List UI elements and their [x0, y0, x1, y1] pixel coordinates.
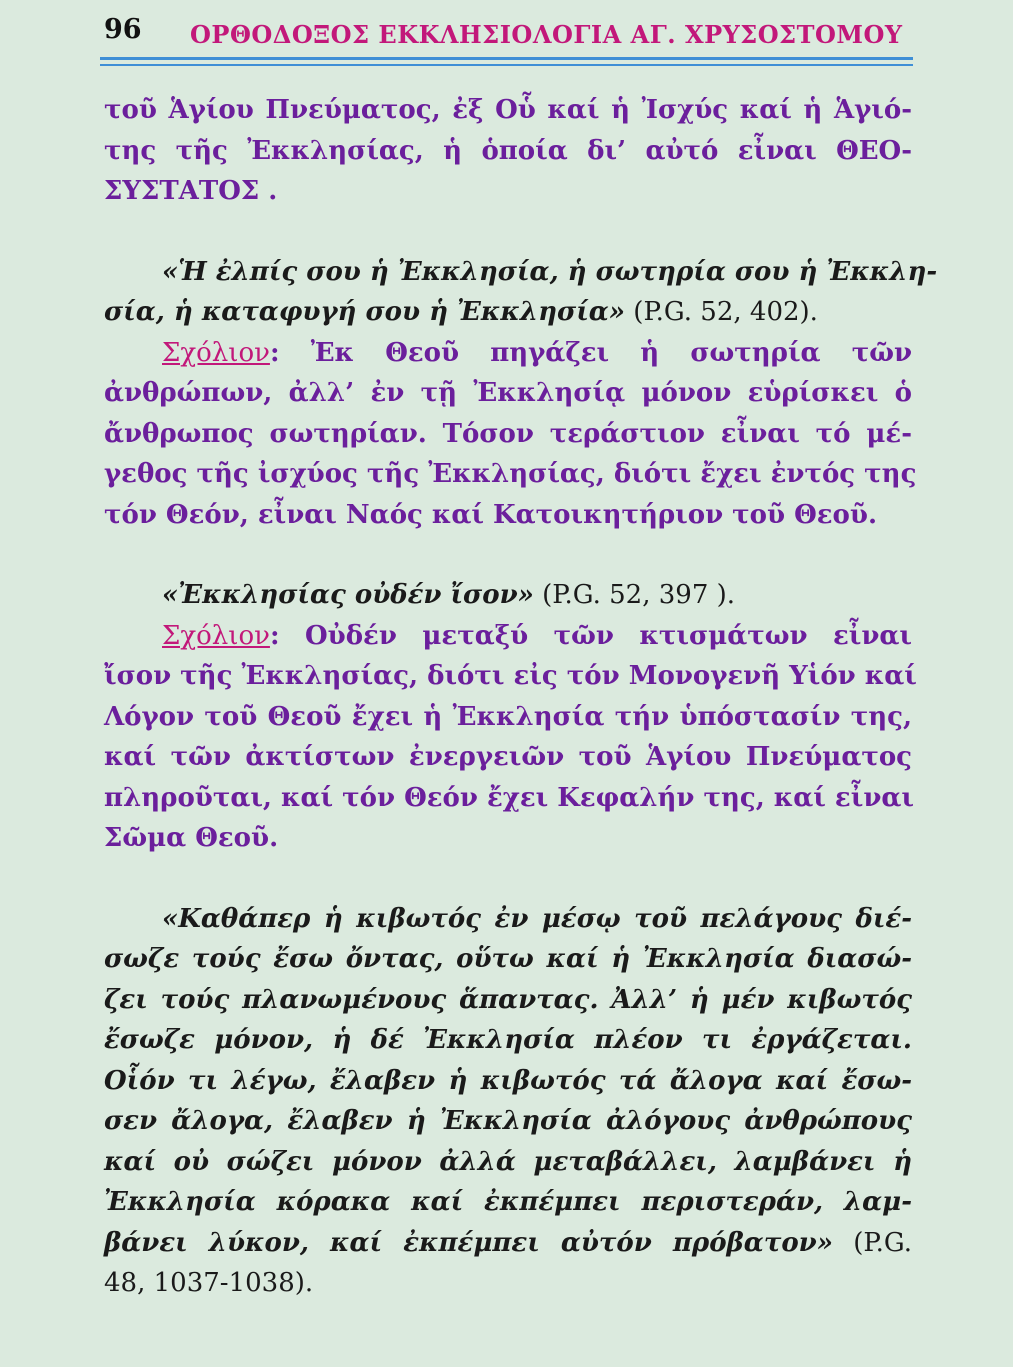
- header-rule-top: [100, 57, 913, 60]
- quote-line: «Καθάπερ ἡ κιβωτός ἐν μέσῳ τοῦ πελάγους διέ-: [162, 903, 912, 934]
- scholion-line: γεθος τῆς ἰσχύος τῆς Ἐκκλησίας, διότι ἔχει ἐντός της: [104, 459, 917, 489]
- patrologia-reference: (P.G. 52, 402).: [625, 297, 818, 327]
- quote-text: σία, ἡ καταφυγή σου ἡ Ἐκκλησία»: [104, 297, 626, 327]
- paragraph-gap: [104, 212, 912, 252]
- header-rule-bottom: [100, 64, 913, 66]
- patrologia-reference: (P.G. 52, 397 ).: [533, 580, 736, 610]
- patrologia-reference: 48, 1037-1038).: [104, 1268, 314, 1298]
- quote-line: [104, 1223, 912, 1264]
- quote-line: Οἷόν τι λέγω, ἔλαβεν ἡ κιβωτός τά ἄλογα καί ἔσω-: [104, 1065, 912, 1096]
- quote-line: καί οὐ σώζει μόνον ἀλλά μεταβάλλει, λαμβάνει ἡ: [104, 1146, 912, 1177]
- scholion-colon: :: [269, 337, 311, 368]
- scholion-label: Σχόλιον: [162, 620, 270, 651]
- scholion-line: Σῶμα Θεοῦ.: [104, 823, 279, 853]
- paragraph-gap: [104, 535, 912, 575]
- scholion-line: ἄνθρωπος σωτηρίαν. Τόσον τεράστιον εἶναι τό μέ-: [104, 418, 912, 449]
- page-number: 96: [104, 14, 142, 45]
- intro-line: της τῆς Ἐκκλησίας, ἡ ὁποία δι’ αὐτό εἶναι ΘΕΟ-: [104, 135, 912, 166]
- quote-line: σεν ἄλογα, ἔλαβεν ἡ Ἐκκλησία ἀλόγους ἀνθρώπους: [104, 1106, 912, 1136]
- quote-line: ζει τούς πλανωμένους ἅπαντας. Ἀλλ’ ἡ μέν κιβωτός: [104, 984, 912, 1015]
- quote-text: «Ἐκκλησίας οὐδέν ἴσον»: [162, 580, 534, 610]
- quote-line: σωζε τούς ἔσω ὄντας, οὕτω καί ἡ Ἐκκλησία διασώ-: [104, 944, 912, 974]
- page-header: [0, 0, 1013, 70]
- quote-line: Ἐκκλησία κόρακα καί ἐκπέμπει περιστεράν, λαμ-: [104, 1187, 912, 1217]
- scholion-colon: :: [269, 620, 306, 651]
- quote-line: ἔσωζε μόνον, ἡ δέ Ἐκκλησία πλέον τι ἐργάζεται.: [104, 1025, 912, 1055]
- quote-text: βάνει λύκον, καί ἐκπέμπει αὐτόν πρόβατον»: [104, 1227, 833, 1258]
- scholion-line: καί τῶν ἀκτίστων ἐνεργειῶν τοῦ Ἁγίου Πνεύματος: [104, 742, 912, 772]
- scholion-line: [104, 333, 912, 374]
- paragraph-gap: [104, 859, 912, 899]
- scholion-label: Σχόλιον: [162, 337, 270, 368]
- scholion-text: Ἐκ Θεοῦ πηγάζει ἡ σωτηρία τῶν: [310, 337, 912, 368]
- scholion-line: Λόγον τοῦ Θεοῦ ἔχει ἡ Ἐκκλησία τήν ὑπόστασίν της,: [104, 701, 912, 732]
- scholion-line: [104, 616, 912, 657]
- quote-line: [104, 575, 912, 616]
- scholion-line: τόν Θεόν, εἶναι Ναός καί Κατοικητήριον τοῦ Θεοῦ.: [104, 499, 877, 530]
- scholion-line: πληροῦται, καί τόν Θεόν ἔχει Κεφαλήν της, καί εἶναι: [104, 782, 914, 813]
- scholion-line: ἀνθρώπων, ἀλλ’ ἐν τῇ Ἐκκλησίᾳ μόνον εὑρίσκει ὁ: [104, 378, 912, 408]
- quote-line: «Ἡ ἐλπίς σου ἡ Ἐκκλησία, ἡ σωτηρία σου ἡ Ἐκκλη-: [162, 256, 938, 287]
- page-body: [104, 90, 938, 1304]
- patrologia-reference: (P.G.: [832, 1227, 912, 1258]
- intro-line: ΣΥΣΤΑΤΟΣ .: [104, 176, 278, 206]
- scholion-text: Οὐδέν μεταξύ τῶν κτισμάτων εἶναι: [305, 620, 912, 651]
- scholion-line: ἴσον τῆς Ἐκκλησίας, διότι εἰς τόν Μονογενῆ Υἱόν καί: [104, 661, 917, 691]
- running-title: ΟΡΘΟΔΟΞΟΣ ΕΚΚΛΗΣΙΟΛΟΓΙΑ ΑΓ. ΧΡΥΣΟΣΤΟΜΟΥ: [190, 20, 903, 49]
- intro-line: τοῦ Ἁγίου Πνεύματος, ἐξ Οὗ καί ἡ Ἰσχύς καί ἡ Ἁγιό-: [104, 95, 912, 125]
- quote-line: [104, 292, 912, 333]
